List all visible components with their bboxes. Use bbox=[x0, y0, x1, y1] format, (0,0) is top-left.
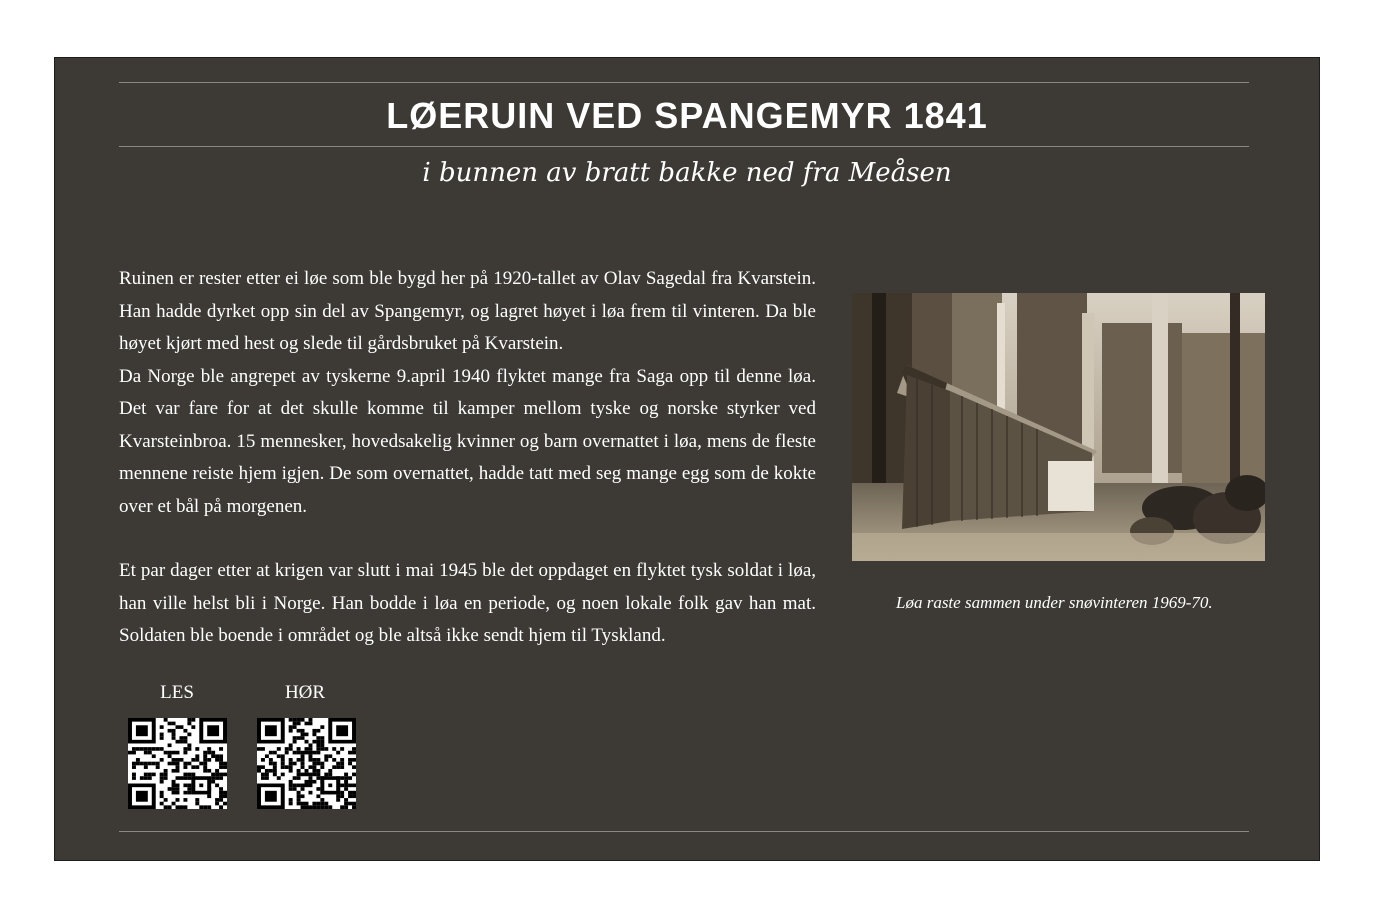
qr-label-hor: HØR bbox=[284, 682, 326, 703]
barn-photo bbox=[852, 293, 1265, 561]
paragraph-3: Et par dager etter at krigen var slutt i mai 1945 ble det oppdaget en flyktet tysk soldat i løa, han ville helst bli i Norge. Han bodde i løa en periode, og noen lokale folk gav han mat. Soldaten ble boende i området og ble altså ikke sendt hjem til Tyskland. bbox=[119, 560, 816, 646]
info-sign bbox=[54, 57, 1320, 861]
title-divider bbox=[119, 146, 1249, 147]
top-divider bbox=[119, 82, 1249, 83]
bottom-divider bbox=[119, 831, 1249, 832]
photo-caption: Løa raste sammen under snøvinteren 1969-70. bbox=[896, 593, 1213, 612]
paragraph-1: Ruinen er rester etter ei løe som ble bygd her på 1920-tallet av Olav Sagedal fra Kvarstein. Han hadde dyrket opp sin del av Spangemyr, og lagret høyet i løa frem til vinteren. Da ble høyet kjørt med hest og slede til gårdsbruket på Kvarstein. bbox=[119, 268, 816, 354]
qr-code-icon[interactable] bbox=[257, 718, 356, 809]
qr-label-les: LES bbox=[160, 682, 194, 703]
paragraph-2: Da Norge ble angrepet av tyskerne 9.april 1940 flyktet mange fra Saga opp til denne løa. Det var fare for at det skulle komme til kamper mellom tyske og norske styrker ved Kvarsteinbroa. 15 mennesker, hovedsakelig kvinner og barn overnattet i løa, mens de fleste mennene reiste hjem igjen. De som overnattet, hadde tatt med seg mange egg som de kokte over et bål på morgenen. bbox=[119, 365, 816, 517]
qr-code-icon[interactable] bbox=[128, 718, 227, 809]
sign-subtitle: i bunnen av bratt bakke ned fra Meåsen bbox=[422, 158, 952, 188]
sign-title: LØERUIN VED SPANGEMYR 1841 bbox=[386, 95, 988, 136]
body-text bbox=[119, 263, 816, 653]
